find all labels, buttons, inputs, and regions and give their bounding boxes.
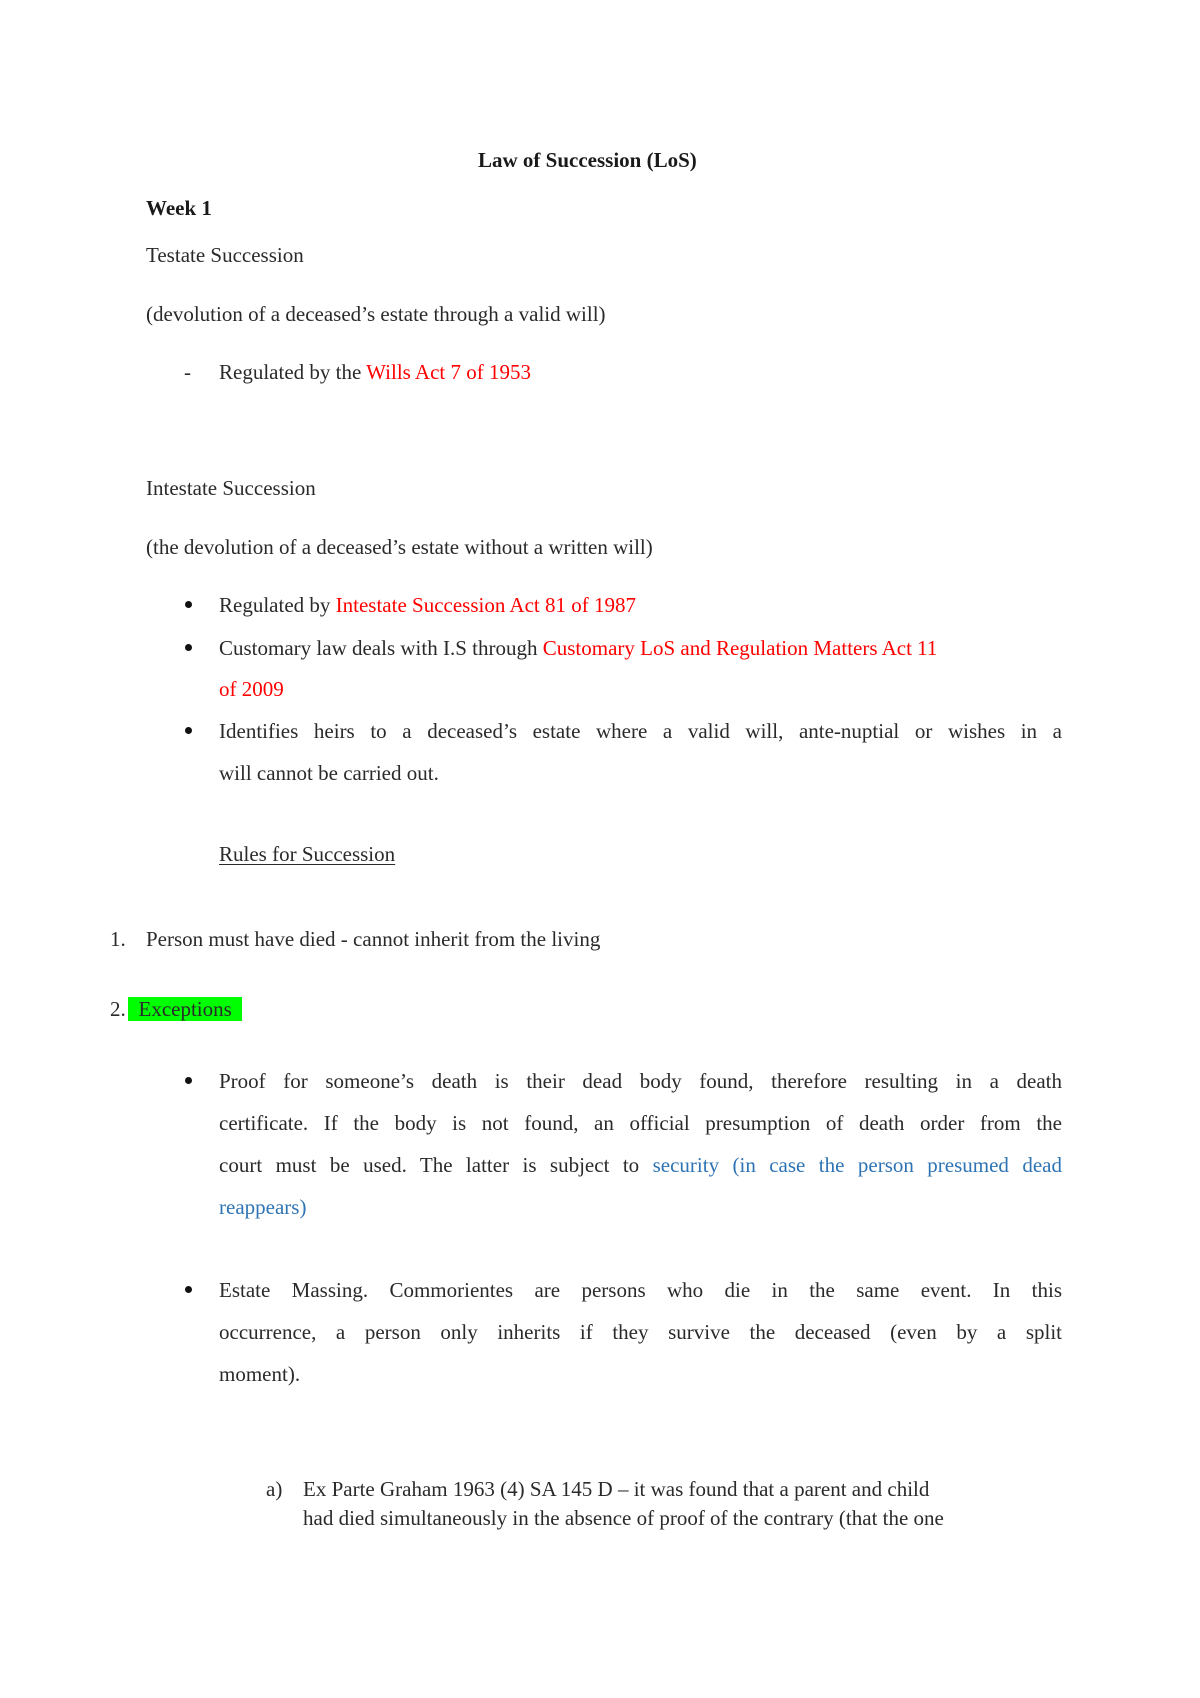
testate-definition: (devolution of a deceased’s estate through a valid will) [146,302,606,326]
document-title: Law of Succession (LoS) [478,148,697,172]
intestate-bullet-2 [219,636,937,660]
testate-list-item [219,360,531,384]
security-note-cont: reappears) [219,1195,307,1219]
testate-heading: Testate Succession [146,243,304,267]
bullet-icon [185,601,192,608]
intestate-definition: (the devolution of a deceased’s estate without a written will) [146,535,653,559]
rule-2-number: 2. [110,997,126,1021]
bullet-icon [185,1286,192,1293]
intestate-act-reference: Intestate Succession Act 81 of 1987 [335,593,636,617]
bullet-icon [185,644,192,651]
testate-item-text: Regulated by the [219,360,367,384]
rule-1-text: Person must have died - cannot inherit from the living [146,927,601,951]
exceptions-bullet-1-line-1: Proof for someone’s death is their dead body found, therefore resulting in a death [219,1069,1062,1093]
intestate-bullet-3-line-2: will cannot be carried out. [219,761,439,785]
bullet-icon [185,727,192,734]
exceptions-bullet-2-line-2: occurrence, a person only inherits if they survive the deceased (even by a split [219,1320,1062,1344]
security-note: security (in case the person presumed dead [652,1153,1062,1177]
exceptions-bullet-1-text: court must be used. The latter is subject to [219,1153,653,1177]
intestate-bullet-1 [219,593,636,617]
exceptions-bullet-1-line-3 [219,1153,1062,1177]
exceptions-bullet-2-line-1: Estate Massing. Commorientes are persons who die in the same event. In this [219,1278,1062,1302]
exceptions-highlight: Exceptions [128,997,243,1021]
customary-act-reference: Customary LoS and Regulation Matters Act 11 [542,636,938,660]
week-heading: Week 1 [146,196,212,220]
wills-act-reference: Wills Act 7 of 1953 [366,360,531,384]
case-line-2: had died simultaneously in the absence of proof of the contrary (that the one [303,1506,944,1530]
rules-heading: Rules for Succession [219,842,396,866]
bullet-1-text: Regulated by [219,593,336,617]
bullet-icon [185,1077,192,1084]
intestate-bullet-3-line-1: Identifies heirs to a deceased’s estate where a valid will, ante-nuptial or wishes in a [219,719,1062,743]
intestate-heading: Intestate Succession [146,476,316,500]
exceptions-bullet-2-line-3: moment). [219,1362,301,1386]
case-line-1: Ex Parte Graham 1963 (4) SA 145 D – it was found that a parent and child [303,1477,930,1501]
customary-act-reference-cont: of 2009 [219,677,284,701]
bullet-2-text: Customary law deals with I.S through [219,636,543,660]
exceptions-bullet-1-line-2: certificate. If the body is not found, an official presumption of death order from the [219,1111,1062,1135]
case-marker: a) [266,1477,283,1501]
rule-1-number: 1. [110,927,126,951]
dash-marker: - [184,360,191,384]
